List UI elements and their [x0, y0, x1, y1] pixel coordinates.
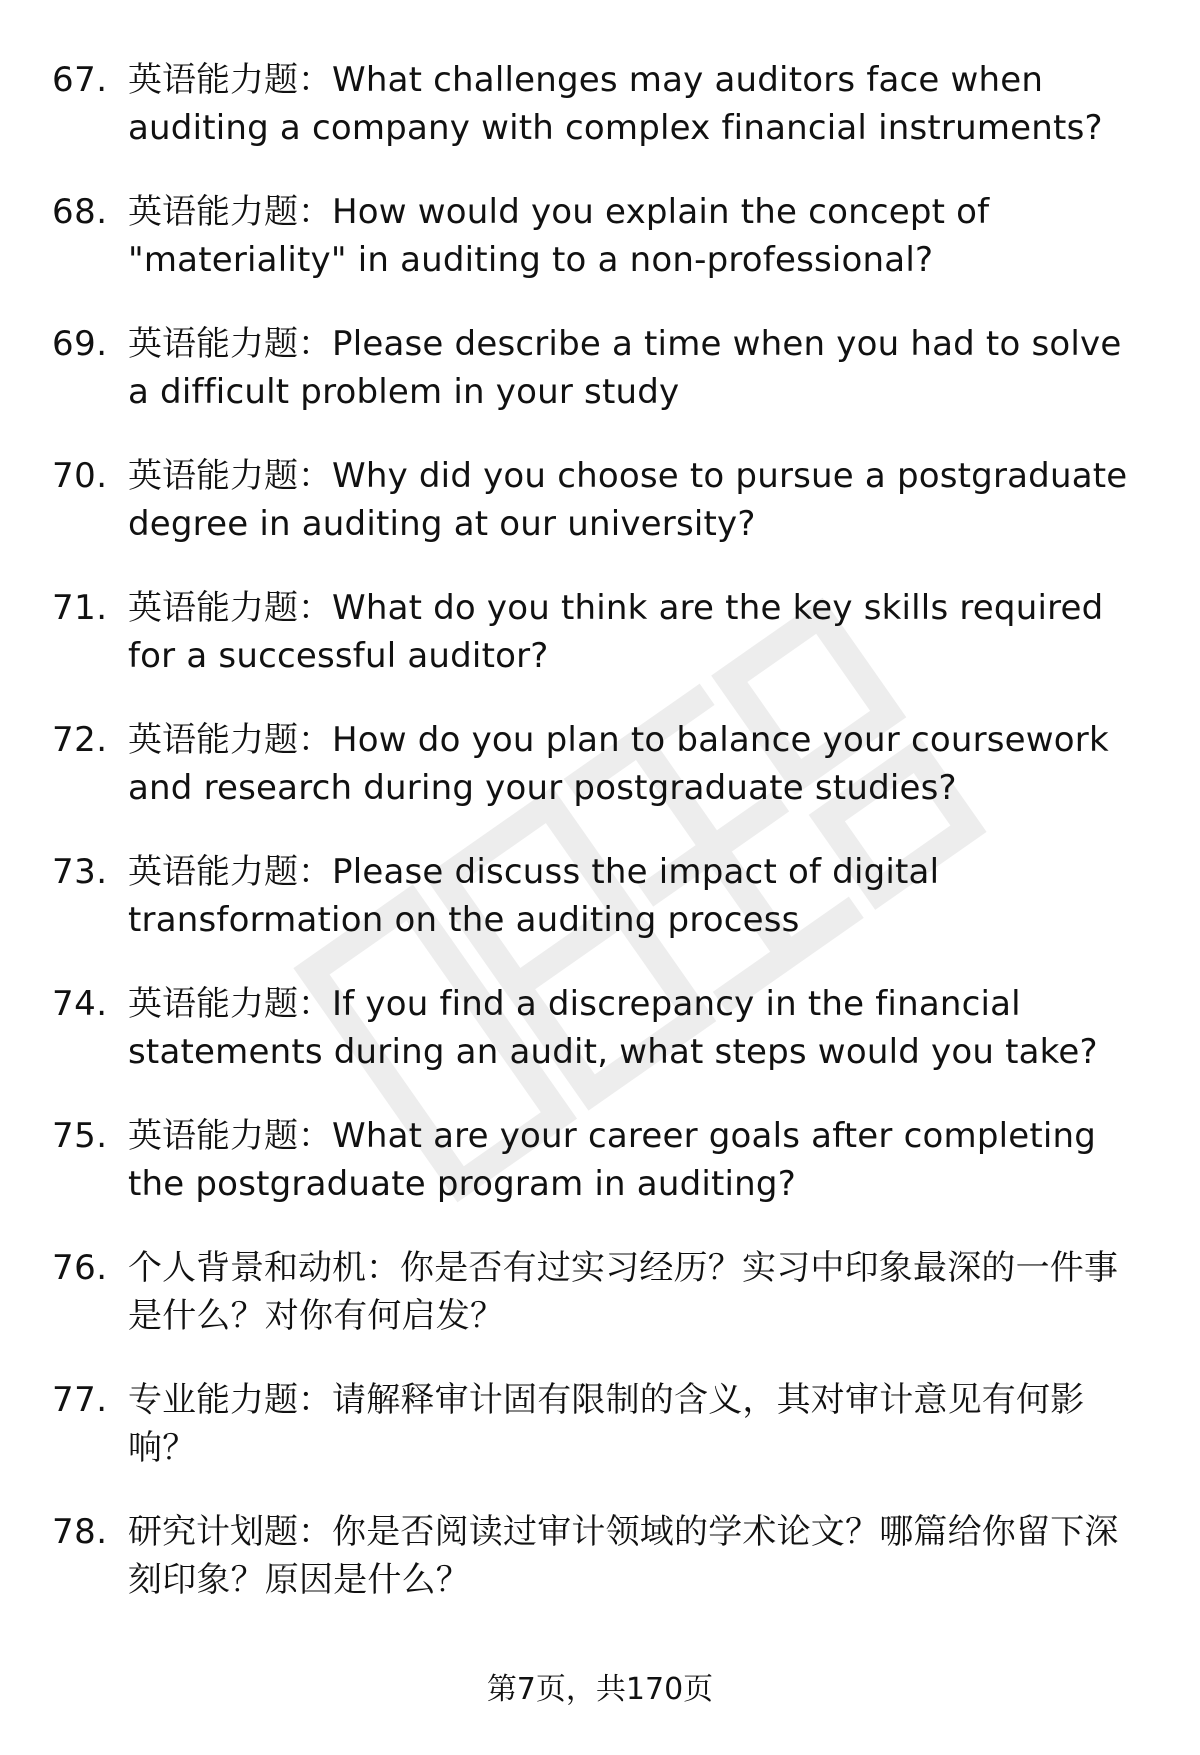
question-number: 71.: [52, 588, 108, 628]
question-item: [0, 980, 1200, 1112]
question-body: [128, 56, 1138, 152]
question-body: [128, 320, 1138, 416]
question-category: 英语能力题：: [128, 984, 332, 1024]
question-number: 77.: [52, 1380, 108, 1420]
question-category: 英语能力题：: [128, 1116, 332, 1156]
question-text: If you find a discrepancy in the financial statements during an audit, what steps would you take?: [128, 984, 1098, 1072]
question-number: 75.: [52, 1116, 108, 1156]
question-body: [128, 1508, 1138, 1604]
question-category: 个人背景和动机：: [128, 1248, 400, 1288]
question-number: 73.: [52, 852, 108, 892]
question-item: [0, 320, 1200, 452]
question-body: [128, 452, 1138, 548]
question-item: [0, 584, 1200, 716]
question-item: [0, 1376, 1200, 1508]
question-number: 68.: [52, 192, 108, 232]
question-body: [128, 188, 1138, 284]
question-text: Please describe a time when you had to solve a difficult problem in your study: [128, 324, 1122, 412]
question-text: 请解释审计固有限制的含义，其对审计意见有何影响？: [128, 1380, 1085, 1468]
question-text: What do you think are the key skills required for a successful auditor?: [128, 588, 1104, 676]
question-number: 74.: [52, 984, 108, 1024]
question-category: 英语能力题：: [128, 588, 332, 628]
question-category: 英语能力题：: [128, 720, 332, 760]
question-number: 78.: [52, 1512, 108, 1552]
question-body: [128, 980, 1138, 1076]
question-text: 你是否有过实习经历？实习中印象最深的一件事是什么？对你有何启发？: [128, 1248, 1119, 1336]
question-category: 专业能力题：: [128, 1380, 332, 1420]
question-number: 72.: [52, 720, 108, 760]
question-text: How do you plan to balance your coursework and research during your postgraduate studies?: [128, 720, 1109, 808]
question-category: 英语能力题：: [128, 852, 332, 892]
question-number: 69.: [52, 324, 108, 364]
question-item: [0, 1112, 1200, 1244]
question-text: Please discuss the impact of digital transformation on the auditing process: [128, 852, 940, 940]
question-item: [0, 1244, 1200, 1376]
question-body: [128, 848, 1138, 944]
question-text: 你是否阅读过审计领域的学术论文？哪篇给你留下深刻印象？原因是什么？: [128, 1512, 1119, 1600]
question-number: 70.: [52, 456, 108, 496]
question-text: How would you explain the concept of "materiality" in auditing to a non-professional?: [128, 192, 990, 280]
question-body: [128, 1112, 1138, 1208]
question-body: [128, 584, 1138, 680]
question-category: 研究计划题：: [128, 1512, 332, 1552]
question-category: 英语能力题：: [128, 324, 332, 364]
question-body: [128, 716, 1138, 812]
question-number: 67.: [52, 60, 108, 100]
question-item: [0, 56, 1200, 188]
question-body: [128, 1376, 1138, 1472]
question-item: [0, 716, 1200, 848]
question-item: [0, 848, 1200, 980]
question-item: [0, 1508, 1200, 1640]
page-footer: 第7页，共170页: [486, 1672, 714, 1707]
question-item: [0, 452, 1200, 584]
question-category: 英语能力题：: [128, 192, 332, 232]
question-text: Why did you choose to pursue a postgraduate degree in auditing at our university?: [128, 456, 1128, 544]
question-category: 英语能力题：: [128, 456, 332, 496]
question-body: [128, 1244, 1138, 1340]
question-number: 76.: [52, 1248, 108, 1288]
question-text: What are your career goals after completing the postgraduate program in auditing?: [128, 1116, 1097, 1204]
question-text: What challenges may auditors face when auditing a company with complex financial instruments?: [128, 60, 1103, 148]
question-category: 英语能力题：: [128, 60, 332, 100]
question-item: [0, 188, 1200, 320]
question-list: [0, 56, 1200, 1640]
